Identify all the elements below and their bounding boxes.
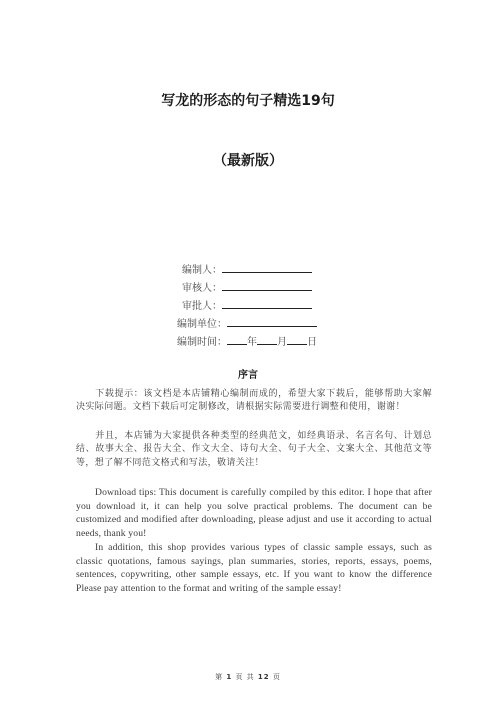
preface-title: 序言	[238, 370, 258, 381]
preface-paragraph-3	[76, 486, 432, 540]
preface-paragraph-4	[76, 541, 432, 595]
compiler-field	[182, 262, 312, 276]
day-label: 日	[307, 337, 317, 348]
compiler-blank[interactable]	[222, 262, 312, 273]
day-blank[interactable]	[287, 334, 307, 345]
page-footer	[0, 672, 496, 682]
month-label: 月	[277, 337, 287, 348]
approver-blank[interactable]	[222, 298, 312, 309]
approver-field	[182, 298, 312, 312]
preface-paragraph-2-text: 并且，本店铺为大家提供各种类型的经典范文，如经典语录、名言名句、计划总结、故事大全、报告大全、作文大全、诗句大全、句子大全、文案大全、其他范文等等，想了解不同范文格式和写法，敬请关注！	[76, 431, 432, 468]
footer-total-pages: 12	[257, 673, 270, 681]
preface-paragraph-1-text: 下载提示：该文档是本店铺精心编制而成的，希望大家下载后，能够帮助大家解决实际问题。文档下载后可定制修改，请根据实际需要进行调整和使用，谢谢！	[76, 389, 432, 413]
month-blank[interactable]	[257, 334, 277, 345]
footer-suffix: 页	[272, 673, 281, 681]
preface-paragraph-2	[76, 430, 432, 470]
reviewer-blank[interactable]	[222, 280, 312, 291]
preface-paragraph-3-text: Download tips: This document is carefully compiled by this editor. I hope that after you download it, it can help you solve practical problems. The document can be customized and modified after downloading, please adjust and use it according to actual needs, thank you!	[76, 487, 432, 539]
preface-paragraph-4-text: In addition, this shop provides various types of classic sample essays, such as classic quotations, famous sayings, plan summaries, stories, reports, essays, poems, sentences, copywriting, other sample essays, etc. If you want to know the difference Please pay attention to the format and writing of the sample essay!	[76, 542, 432, 594]
unit-field	[177, 316, 317, 330]
reviewer-label: 审核人：	[182, 283, 222, 294]
footer-page-number: 1	[226, 673, 233, 681]
unit-blank[interactable]	[227, 316, 317, 327]
approver-label: 审批人：	[182, 301, 222, 312]
edition-label: （最新版）	[213, 153, 283, 169]
compiler-label: 编制人：	[182, 265, 222, 276]
unit-label: 编制单位：	[177, 319, 227, 330]
year-blank[interactable]	[227, 334, 247, 345]
document-title: 写龙的形态的句子精选19句	[161, 93, 335, 109]
footer-middle: 页 共	[235, 673, 255, 681]
year-label: 年	[247, 337, 257, 348]
preface-paragraph-1	[76, 388, 432, 415]
time-label: 编制时间：	[177, 337, 227, 348]
footer-prefix: 第	[215, 673, 224, 681]
reviewer-field	[182, 280, 312, 294]
time-field	[177, 334, 317, 348]
